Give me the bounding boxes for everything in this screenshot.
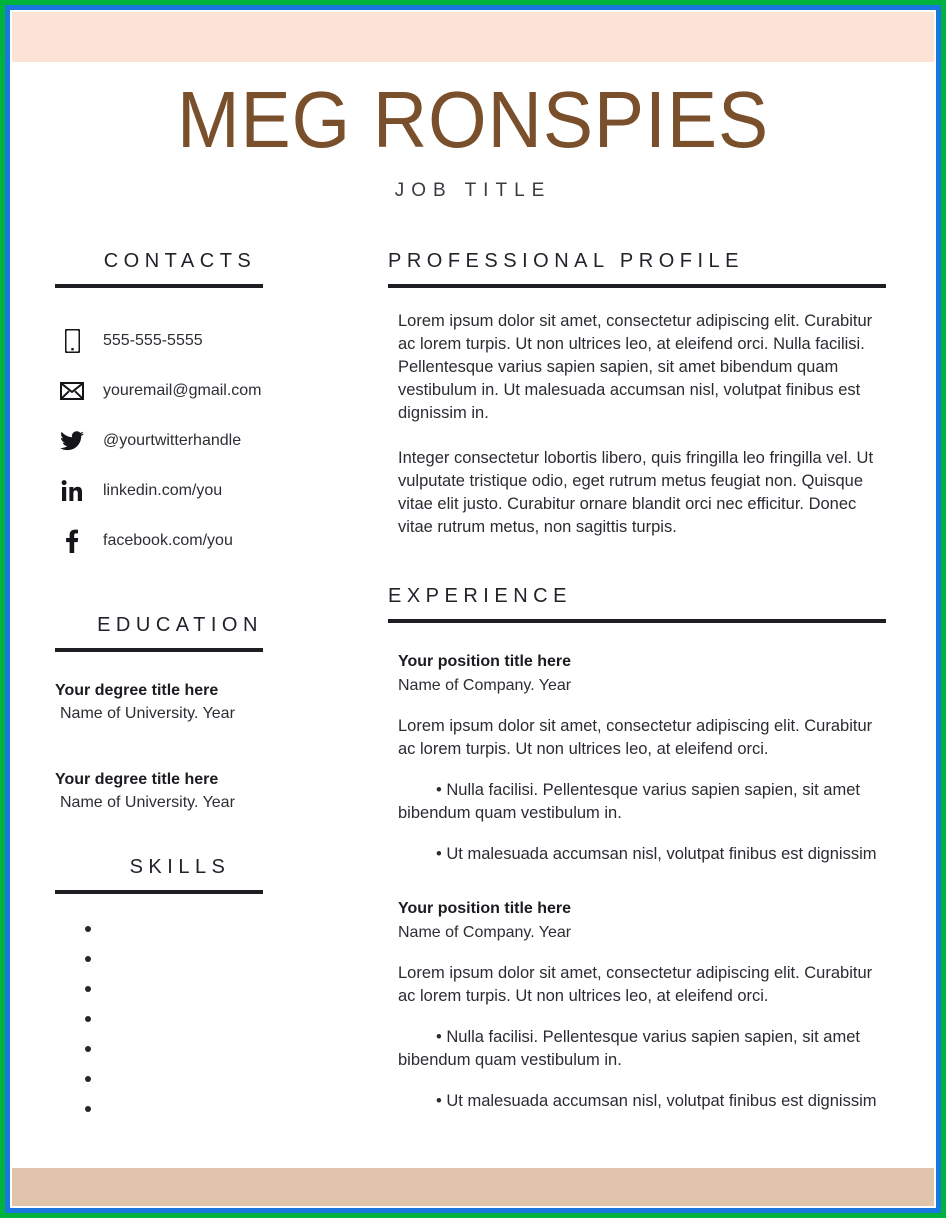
education-divider xyxy=(55,648,263,652)
bullet-icon xyxy=(85,926,91,932)
candidate-job-title: JOB TITLE xyxy=(394,180,552,201)
decorative-band-top xyxy=(12,12,934,62)
profile-divider xyxy=(388,284,886,288)
contact-item-facebook[interactable] xyxy=(55,516,305,566)
bullet-icon xyxy=(85,1106,91,1112)
experience-entry xyxy=(388,900,888,1113)
list-item[interactable] xyxy=(55,1094,305,1124)
contact-item-email[interactable] xyxy=(55,366,305,416)
experience-divider xyxy=(388,619,886,623)
twitter-icon xyxy=(55,431,89,451)
experience-description: Lorem ipsum dolor sit amet, consectetur adipiscing elit. Curabitur ac lorem turpis. Ut non ultrices leo, at eleifend orci. xyxy=(398,717,873,758)
experience-company: Name of Company. Year xyxy=(398,924,572,941)
bullet-icon xyxy=(85,1076,91,1082)
experience-entry xyxy=(388,653,888,866)
profile-heading: PROFESSIONAL PROFILE xyxy=(388,250,744,272)
experience-bullet: • Nulla facilisi. Pellentesque varius sapien sapien, sit amet bibendum quam vestibulum in. xyxy=(398,1028,860,1069)
candidate-name: MEG RONSPIES xyxy=(176,75,770,164)
bullet-icon xyxy=(85,1016,91,1022)
contacts-list xyxy=(55,316,305,566)
main-column xyxy=(388,250,888,1113)
education-heading: EDUCATION xyxy=(97,614,263,636)
experience-bullet: • Nulla facilisi. Pellentesque varius sapien sapien, sit amet bibendum quam vestibulum in. xyxy=(398,781,860,822)
education-entry xyxy=(55,771,305,812)
section-education xyxy=(55,614,305,812)
contacts-divider xyxy=(55,284,263,288)
list-item[interactable] xyxy=(55,944,305,974)
bullet-icon xyxy=(85,956,91,962)
resume-header xyxy=(12,74,934,202)
facebook-icon xyxy=(55,529,89,553)
contact-value-facebook: facebook.com/you xyxy=(103,532,233,549)
education-entry xyxy=(55,682,305,723)
experience-bullet: • Ut malesuada accumsan nisl, volutpat finibus est dignissim xyxy=(436,1092,877,1110)
bullet-icon xyxy=(85,986,91,992)
contact-item-phone[interactable] xyxy=(55,316,305,366)
education-degree: Your degree title here xyxy=(55,771,219,788)
contact-value-phone: 555-555-5555 xyxy=(103,332,203,349)
contact-item-linkedin[interactable] xyxy=(55,466,305,516)
phone-icon xyxy=(55,329,89,353)
contact-value-twitter: @yourtwitterhandle xyxy=(103,432,242,449)
contact-item-twitter[interactable] xyxy=(55,416,305,466)
skills-list xyxy=(55,914,305,1124)
experience-description: Lorem ipsum dolor sit amet, consectetur adipiscing elit. Curabitur ac lorem turpis. Ut non ultrices leo, at eleifend orci. xyxy=(398,964,873,1005)
contact-value-linkedin: linkedin.com/you xyxy=(103,482,223,499)
list-item[interactable] xyxy=(55,1064,305,1094)
experience-position: Your position title here xyxy=(398,900,572,917)
list-item[interactable] xyxy=(55,1004,305,1034)
bullet-icon xyxy=(85,1046,91,1052)
decorative-band-bottom xyxy=(12,1168,934,1206)
list-item[interactable] xyxy=(55,974,305,1004)
contact-value-email: youremail@gmail.com xyxy=(103,382,262,399)
profile-paragraph: Integer consectetur lobortis libero, quis fringilla leo fringilla vel. Ut vulputate tristique odio, eget rutrum metus feugiat non. Quisque vitae elit justo. Curabitur ornare blandit orci nec efficitur. Donec vitae rutrum metus, non sagittis turpis. xyxy=(398,449,874,536)
contacts-heading: CONTACTS xyxy=(103,250,257,272)
experience-company: Name of Company. Year xyxy=(398,677,572,694)
skills-divider xyxy=(55,890,263,894)
experience-heading: EXPERIENCE xyxy=(388,585,572,607)
sidebar-column xyxy=(55,250,305,1124)
list-item[interactable] xyxy=(55,914,305,944)
section-experience xyxy=(388,585,888,1113)
resume-sheet xyxy=(12,12,934,1206)
linkedin-icon xyxy=(55,480,89,502)
section-professional-profile xyxy=(388,250,888,539)
skills-heading: SKILLS xyxy=(129,856,231,878)
education-school: Name of University. Year xyxy=(60,794,235,811)
section-contacts xyxy=(55,250,305,566)
education-school: Name of University. Year xyxy=(60,705,235,722)
list-item[interactable] xyxy=(55,1034,305,1064)
experience-position: Your position title here xyxy=(398,653,572,670)
experience-bullet: • Ut malesuada accumsan nisl, volutpat finibus est dignissim xyxy=(436,845,877,863)
section-skills xyxy=(55,856,305,1124)
education-degree: Your degree title here xyxy=(55,682,219,699)
profile-paragraph: Lorem ipsum dolor sit amet, consectetur adipiscing elit. Curabitur ac lorem turpis. Ut non ultrices leo, at eleifend orci. Nulla facilisi. Pellentesque varius sapien sapien, sit amet bibendum quam vestibulum in. Ut malesuada accumsan nisl, volutpat finibus est dignissim in. xyxy=(398,312,873,422)
email-icon xyxy=(55,382,89,400)
